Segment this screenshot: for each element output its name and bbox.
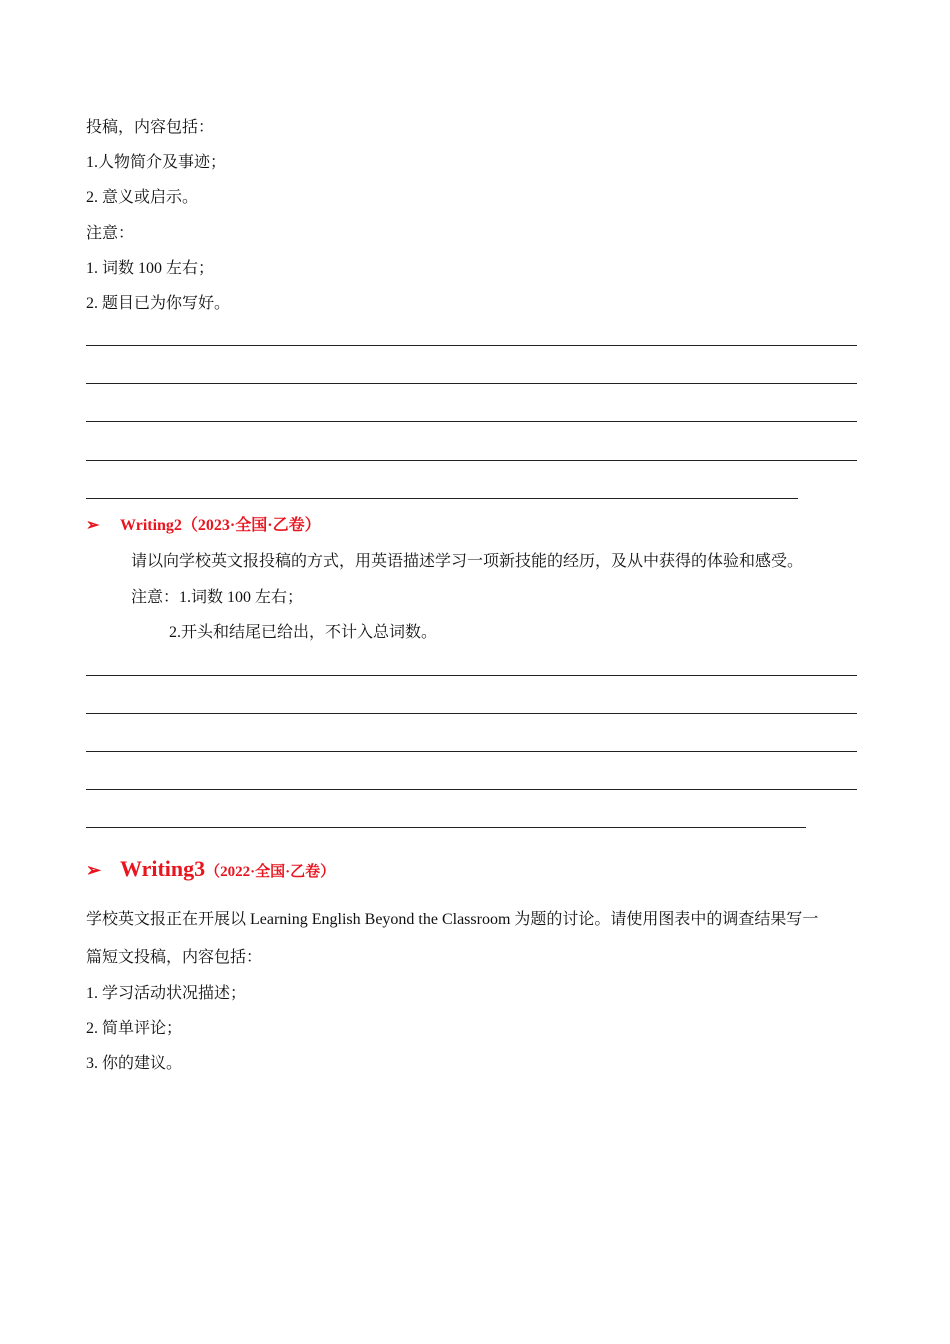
arrow-icon: ➢ — [86, 860, 102, 880]
writing3-source: （2022·全国·乙卷） — [205, 864, 336, 880]
writing2-note-2: 2.开头和结尾已给出，不计入总词数。 — [169, 624, 438, 641]
answer-line[interactable] — [86, 383, 857, 384]
writing3-heading — [86, 855, 335, 886]
section1-line-2: 1.人物简介及事迹； — [86, 154, 227, 171]
answer-line[interactable] — [86, 751, 857, 752]
arrow-icon: ➢ — [86, 517, 100, 534]
answer-line[interactable] — [86, 460, 857, 461]
answer-line[interactable] — [86, 713, 857, 714]
writing3-prompt-line-1: 学校英文报正在开展以 Learning English Beyond the Classroom 为题的讨论。请使用图表中的调查结果写一 — [86, 911, 819, 928]
answer-line[interactable] — [86, 345, 857, 346]
writing3-title: Writing3 — [120, 856, 206, 881]
section1-line-1: 投稿，内容包括： — [86, 119, 215, 136]
writing2-note-1: 注意：1.词数 100 左右； — [131, 589, 304, 606]
writing2-prompt: 请以向学校英文报投稿的方式，用英语描述学习一项新技能的经历，及从中获得的体验和感受。 — [131, 553, 804, 570]
section1-line-6: 2. 题目已为你写好。 — [86, 295, 231, 312]
answer-line[interactable] — [86, 675, 857, 676]
writing3-prompt-line-2: 篇短文投稿，内容包括： — [86, 949, 263, 966]
answer-line[interactable] — [86, 498, 798, 499]
section1-line-3: 2. 意义或启示。 — [86, 189, 199, 206]
section1-line-4: 注意： — [86, 225, 135, 242]
writing3-item-2: 2. 简单评论； — [86, 1020, 183, 1037]
answer-line[interactable] — [86, 789, 857, 790]
answer-line[interactable] — [86, 421, 857, 422]
writing2-title: Writing2（2023·全国·乙卷） — [120, 517, 321, 534]
section1-line-5: 1. 词数 100 左右； — [86, 260, 215, 277]
writing2-heading — [86, 516, 321, 536]
answer-line[interactable] — [86, 827, 806, 828]
writing3-item-3: 3. 你的建议。 — [86, 1055, 183, 1072]
writing3-item-1: 1. 学习活动状况描述； — [86, 985, 247, 1002]
